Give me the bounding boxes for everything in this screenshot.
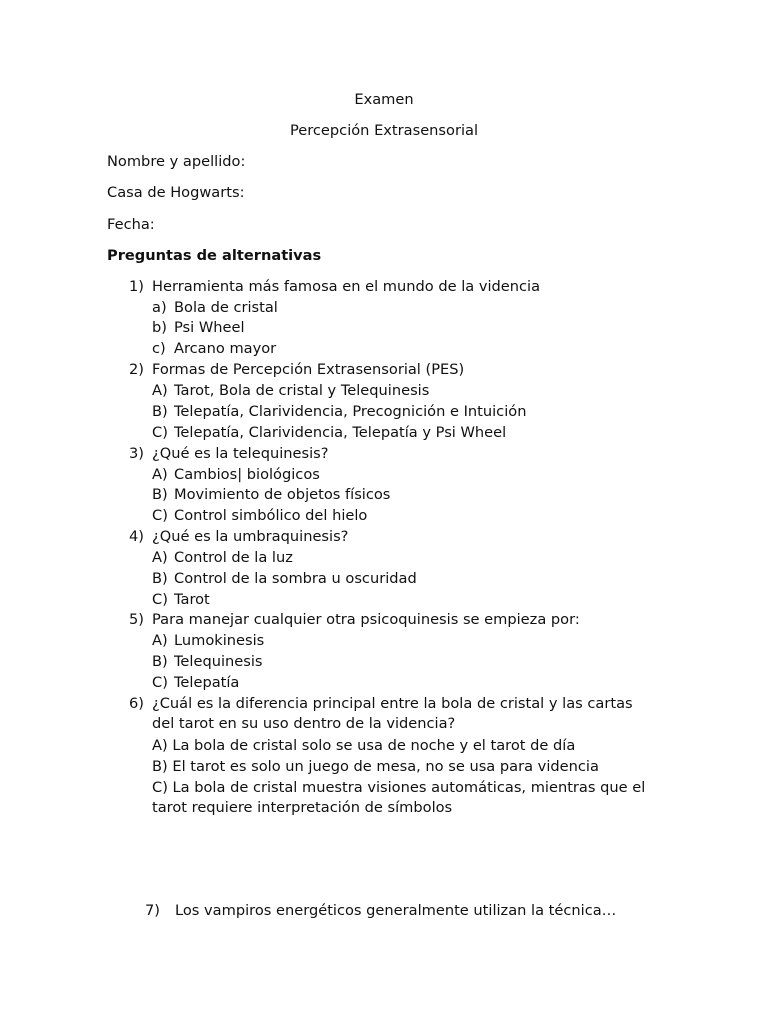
option-text: Bola de cristal — [174, 299, 278, 316]
option-letter: B) — [152, 653, 168, 670]
question-number: 6) — [129, 695, 144, 712]
option-text: Lumokinesis — [174, 632, 265, 649]
question-text: Los vampiros energéticos generalmente utilizan la técnica… — [175, 902, 617, 919]
option-letter: B) — [152, 486, 168, 503]
option-text: Tarot — [174, 591, 210, 608]
name-field-label: Nombre y apellido: — [107, 153, 246, 170]
question-number: 5) — [129, 611, 144, 628]
option-text: Telepatía, Clarividencia, Telepatía y Psi Wheel — [174, 424, 507, 441]
option-letter: C) — [152, 424, 168, 441]
option-text: Cambios| biológicos — [174, 466, 320, 483]
document-title: Examen — [354, 91, 414, 108]
option-text: Movimiento de objetos físicos — [174, 486, 391, 503]
question-text-line-2: del tarot en su uso dentro de la videncia? — [152, 715, 456, 732]
option-text: A) La bola de cristal solo se usa de noche y el tarot de día — [152, 737, 576, 754]
option-letter: c) — [152, 340, 166, 357]
document-subtitle: Percepción Extrasensorial — [289, 122, 479, 139]
option-text-line-2: tarot requiere interpretación de símbolos — [152, 799, 453, 816]
date-field-label: Fecha: — [107, 216, 155, 233]
option-letter: A) — [152, 382, 168, 399]
question-text: Herramienta más famosa en el mundo de la videncia — [152, 278, 541, 295]
option-letter: a) — [152, 299, 167, 316]
question-text-line-1: ¿Cuál es la diferencia principal entre la bola de cristal y las cartas — [152, 695, 633, 712]
option-letter: b) — [152, 319, 167, 336]
question-number: 2) — [129, 361, 144, 378]
question-number: 3) — [129, 445, 144, 462]
option-letter: B) — [152, 570, 168, 587]
option-letter: A) — [152, 632, 168, 649]
option-text: Telepatía, Clarividencia, Precognición e Intuición — [174, 403, 527, 420]
option-text: Telequinesis — [174, 653, 263, 670]
option-text: Control simbólico del hielo — [174, 507, 368, 524]
option-letter: B) — [152, 403, 168, 420]
question-text: ¿Qué es la umbraquinesis? — [152, 528, 349, 545]
question-text: ¿Qué es la telequinesis? — [152, 445, 329, 462]
section-title: Preguntas de alternativas — [107, 247, 322, 264]
option-letter: A) — [152, 466, 168, 483]
option-text: Telepatía — [174, 674, 240, 691]
option-text: Psi Wheel — [174, 319, 245, 336]
option-text-line-1: C) La bola de cristal muestra visiones automáticas, mientras que el — [152, 779, 646, 796]
option-text: Arcano mayor — [174, 340, 277, 357]
question-number: 7) — [145, 902, 160, 919]
question-number: 1) — [129, 278, 144, 295]
question-number: 4) — [129, 528, 144, 545]
house-field-label: Casa de Hogwarts: — [107, 184, 245, 201]
question-text: Formas de Percepción Extrasensorial (PES) — [152, 361, 465, 378]
option-text: B) El tarot es solo un juego de mesa, no se usa para videncia — [152, 758, 599, 775]
option-text: Tarot, Bola de cristal y Telequinesis — [174, 382, 430, 399]
question-text: Para manejar cualquier otra psicoquinesis se empieza por: — [152, 611, 580, 628]
option-letter: C) — [152, 507, 168, 524]
option-letter: C) — [152, 591, 168, 608]
option-letter: A) — [152, 549, 168, 566]
option-text: Control de la sombra u oscuridad — [174, 570, 417, 587]
option-text: Control de la luz — [174, 549, 293, 566]
option-letter: C) — [152, 674, 168, 691]
